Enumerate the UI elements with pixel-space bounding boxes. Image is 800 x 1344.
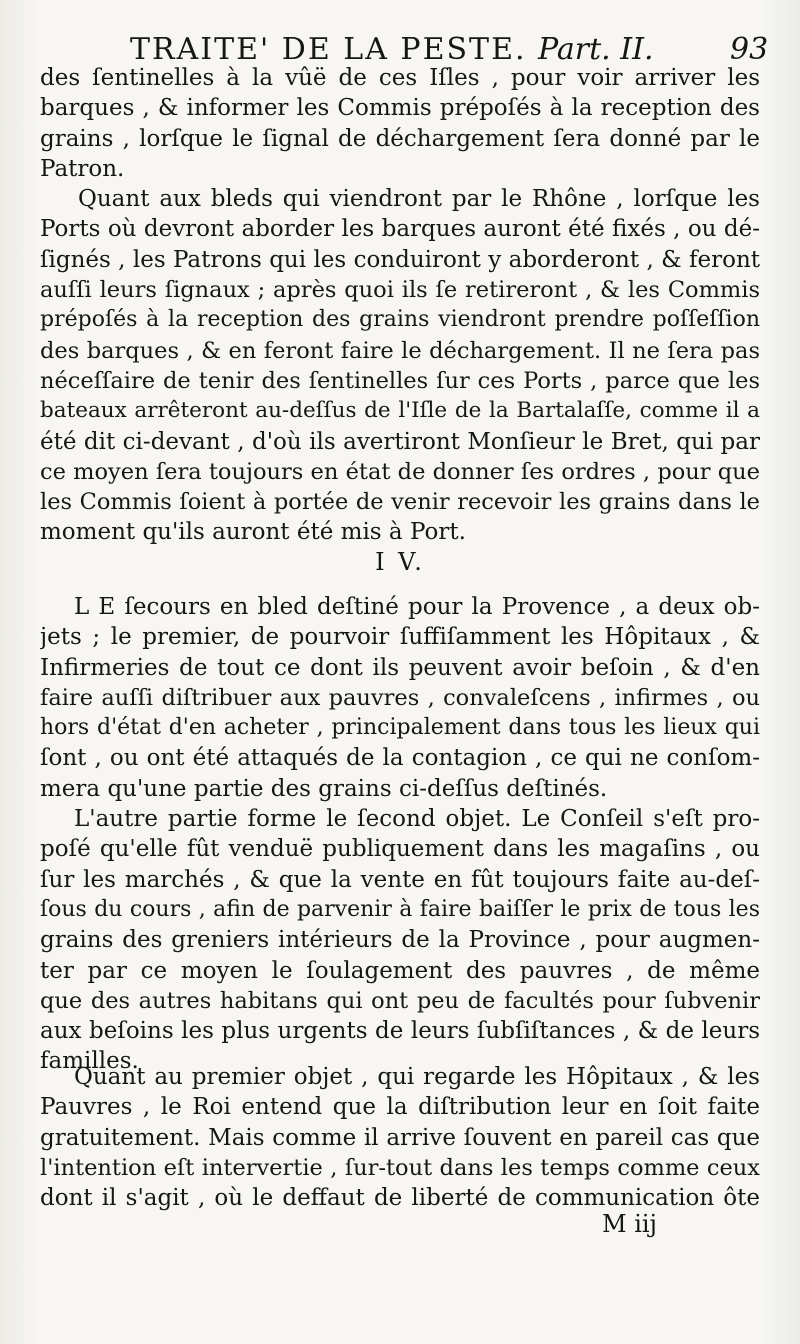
text-block-2 [40,592,760,1077]
text-block-3 [40,1062,760,1213]
text-line: ſous du cours , afin de parvenir à faire baiſſer le prix de tous les [40,896,760,922]
text-line: ter par ce moyen le ſoulagement des pauvres , de même [40,957,760,984]
text-line: Pauvres , le Roi entend que la diſtribution leur en ſoit faite [40,1094,760,1121]
page-number: 93 [730,32,769,67]
text-line: jets ; le premier, de pourvoir ſuffiſamment les Hôpitaux , & [40,624,760,651]
text-line: des barques , & en feront faire le déchargement. Il ne ſera pas [40,337,760,364]
signature-mark: M iij [602,1210,657,1238]
text-line: grains des greniers intérieurs de la Province , pour augmen- [40,927,760,954]
text-line: familles. [40,1048,139,1075]
text-line: gratuitement. Mais comme il arrive ſouvent en pareil cas que [40,1124,760,1151]
text-line: moment qu'ils auront été mis à Port. [40,519,466,546]
section-heading: I V. [375,548,425,576]
text-line: aux beſoins les plus urgents de leurs ſubſiſtances , & de leurs [40,1018,760,1045]
text-line: auſſi leurs ſignaux ; après quoi ils ſe retireront , & les Commis [40,277,760,304]
text-line: Quant au premier objet , qui regarde les Hôpitaux , & les [74,1064,760,1090]
text-line: dont il s'agit , où le deffaut de liberté de communication ôte [40,1185,760,1212]
text-line: été dit ci-devant , d'où ils avertiront Monſieur le Bret, qui par [40,428,760,455]
text-line: Patron. [40,155,125,182]
text-line: prépoſés à la reception des grains viendront prendre poſſeſſion [40,307,760,333]
text-line: L'autre partie forme le ſecond objet. Le Conſeil s'eſt pro- [74,806,760,833]
part-label: Part. II. [538,32,654,67]
text-line: poſé qu'elle fût venduë publiquement dans les magaſins , ou [40,836,760,863]
text-line: Infirmeries de tout ce dont ils peuvent avoir beſoin , & d'en [40,654,760,681]
text-line: bateaux arrêteront au-deſſus de l'Iſle de la Bartalaſſe, comme il a [40,398,760,424]
text-block-1 [40,63,760,548]
text-line: les Commis ſoient à portée de venir recevoir les grains dans le [40,489,760,516]
text-line: néceſſaire de tenir des ſentinelles ſur ces Ports , parce que les [40,367,760,394]
text-line: barques , & informer les Commis prépoſés à la reception des [40,95,760,122]
text-line: que des autres habitans qui ont peu de facultés pour ſubvenir [40,987,760,1014]
text-line: ſur les marchés , & que la vente en fût toujours faite au-deſ- [40,866,760,893]
text-line: grains , lorſque le ſignal de déchargement ſera donné par le [40,125,760,152]
text-line: faire auſſi diſtribuer aux pauvres , convaleſcens , infirmes , ou [40,684,760,711]
running-title-text: TRAITE' DE LA PESTE. [130,32,527,67]
text-line: hors d'état d'en acheter , principalement dans tous les lieux qui [40,715,760,741]
text-line: L E ſecours en bled deſtiné pour la Provence , a deux ob- [74,594,760,620]
text-line: Ports où devront aborder les barques auront été fixés , ou dé- [40,216,760,243]
text-line: des ſentinelles à la vûë de ces Iſles , pour voir arriver les [40,65,760,91]
text-line: Quant aux bleds qui viendront par le Rhône , lorſque les [78,186,760,213]
text-line: ce moyen ſera toujours en état de donner ſes ordres , pour que [40,458,760,485]
text-line: ſont , ou ont été attaqués de la contagion , ce qui ne conſom- [40,745,760,772]
text-line: mera qu'une partie des grains ci-deſſus deſtinés. [40,775,608,802]
text-line: ſignés , les Patrons qui les conduiront y aborderont , & feront [40,246,760,273]
running-title [130,32,653,67]
text-line: l'intention eſt intervertie , ſur-tout dans les temps comme ceux [40,1154,760,1181]
